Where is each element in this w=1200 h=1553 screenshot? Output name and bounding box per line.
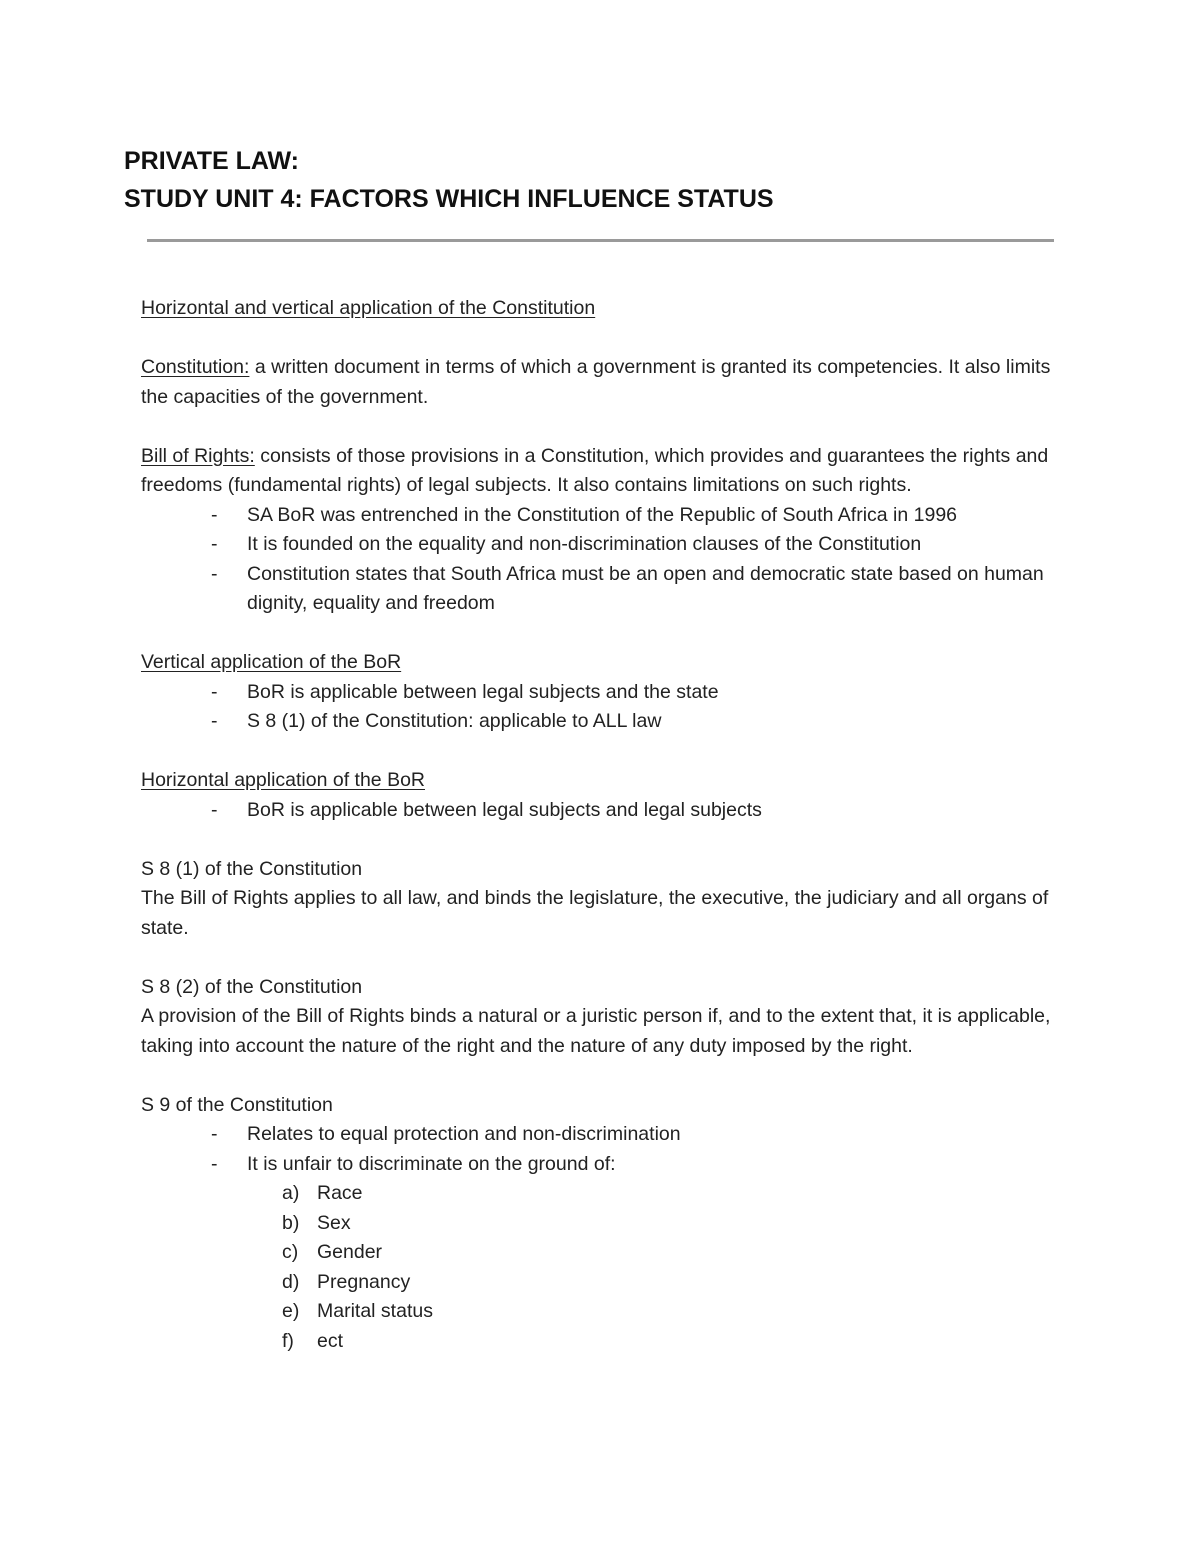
ground-text: Gender — [317, 1241, 383, 1263]
list-item-text: Constitution states that South Africa must be an open and democratic state based on human dignity, equality and freedom — [247, 562, 1044, 614]
section-heading-s8-2: S 8 (2) of the Constitution — [141, 975, 363, 998]
ground-marker: c) — [282, 1241, 299, 1263]
list-item — [141, 678, 1071, 708]
list-item-text: Relates to equal protection and non-discrimination — [247, 1123, 681, 1145]
document-body — [141, 294, 1071, 1356]
section-text-s8-1: The Bill of Rights applies to all law, and binds the legislature, the executive, the judiciary and all organs of state. — [141, 887, 1049, 939]
list-item — [141, 1150, 1071, 1180]
ground-item — [141, 1179, 1071, 1209]
bullet-dash: - — [211, 503, 218, 526]
ground-text: Race — [317, 1182, 363, 1204]
ground-marker: e) — [282, 1300, 300, 1322]
ground-item — [141, 1209, 1071, 1239]
list-item — [141, 560, 1071, 619]
ground-marker: a) — [282, 1182, 300, 1204]
list-item — [141, 501, 1071, 531]
list-item-text: SA BoR was entrenched in the Constitution of the Republic of South Africa in 1996 — [247, 503, 958, 526]
list-item — [141, 530, 1071, 560]
ground-marker: b) — [282, 1211, 300, 1234]
list-item — [141, 1120, 1071, 1150]
list-item — [141, 707, 1071, 737]
ground-item — [141, 1238, 1071, 1268]
list-item-text: It is founded on the equality and non-discrimination clauses of the Constitution — [247, 533, 922, 555]
ground-marker: d) — [282, 1270, 300, 1293]
bullet-dash: - — [211, 1152, 218, 1175]
ground-text: ect — [317, 1329, 344, 1352]
list-item-text: BoR is applicable between legal subjects and the state — [247, 680, 719, 703]
ground-text: Marital status — [317, 1300, 433, 1322]
section-heading-horizontal: Horizontal application of the BoR — [141, 769, 425, 791]
ground-item — [141, 1297, 1071, 1327]
ground-text: Sex — [317, 1211, 351, 1234]
bill-of-rights-definition — [141, 442, 1071, 501]
title-line-2: STUDY UNIT 4: FACTORS WHICH INFLUENCE STATUS — [124, 185, 774, 213]
constitution-term: Constitution: — [141, 356, 250, 378]
list-item-text: BoR is applicable between legal subjects and legal subjects — [247, 798, 762, 821]
ground-text: Pregnancy — [317, 1270, 411, 1293]
bullet-dash: - — [211, 1123, 218, 1145]
horizontal-divider — [147, 239, 1054, 242]
bill-of-rights-definition-text: consists of those provisions in a Constitution, which provides and guarantees the rights and freedoms (fundamental rights) of legal subjects. It also contains limitations on such rights. — [141, 444, 1049, 496]
ground-marker: f) — [282, 1329, 294, 1352]
constitution-definition-text: a written document in terms of which a government is granted its competencies. It also limits the capacities of the government. — [141, 356, 1051, 408]
section-heading-application: Horizontal and vertical application of the Constitution — [141, 297, 596, 319]
list-item — [141, 796, 1071, 826]
bullet-dash: - — [211, 680, 218, 703]
section-heading-s9: S 9 of the Constitution — [141, 1093, 333, 1116]
list-item-text: It is unfair to discriminate on the ground of: — [247, 1152, 616, 1175]
section-heading-s8-1: S 8 (1) of the Constitution — [141, 857, 363, 880]
ground-item — [141, 1327, 1071, 1357]
bullet-dash: - — [211, 710, 218, 732]
bill-of-rights-term: Bill of Rights: — [141, 444, 255, 467]
section-heading-vertical: Vertical application of the BoR — [141, 651, 402, 673]
title-line-1: PRIVATE LAW: — [124, 147, 299, 175]
constitution-definition — [141, 353, 1071, 412]
ground-item — [141, 1268, 1071, 1298]
bullet-dash: - — [211, 562, 218, 585]
section-text-s8-2: A provision of the Bill of Rights binds a natural or a juristic person if, and to the extent that, it is applicable, taking into account the nature of the right and the nature of any duty imposed by the right. — [141, 1005, 1051, 1057]
document-title — [124, 142, 774, 218]
bullet-dash: - — [211, 798, 218, 821]
list-item-text: S 8 (1) of the Constitution: applicable to ALL law — [247, 710, 662, 732]
bullet-dash: - — [211, 533, 218, 555]
